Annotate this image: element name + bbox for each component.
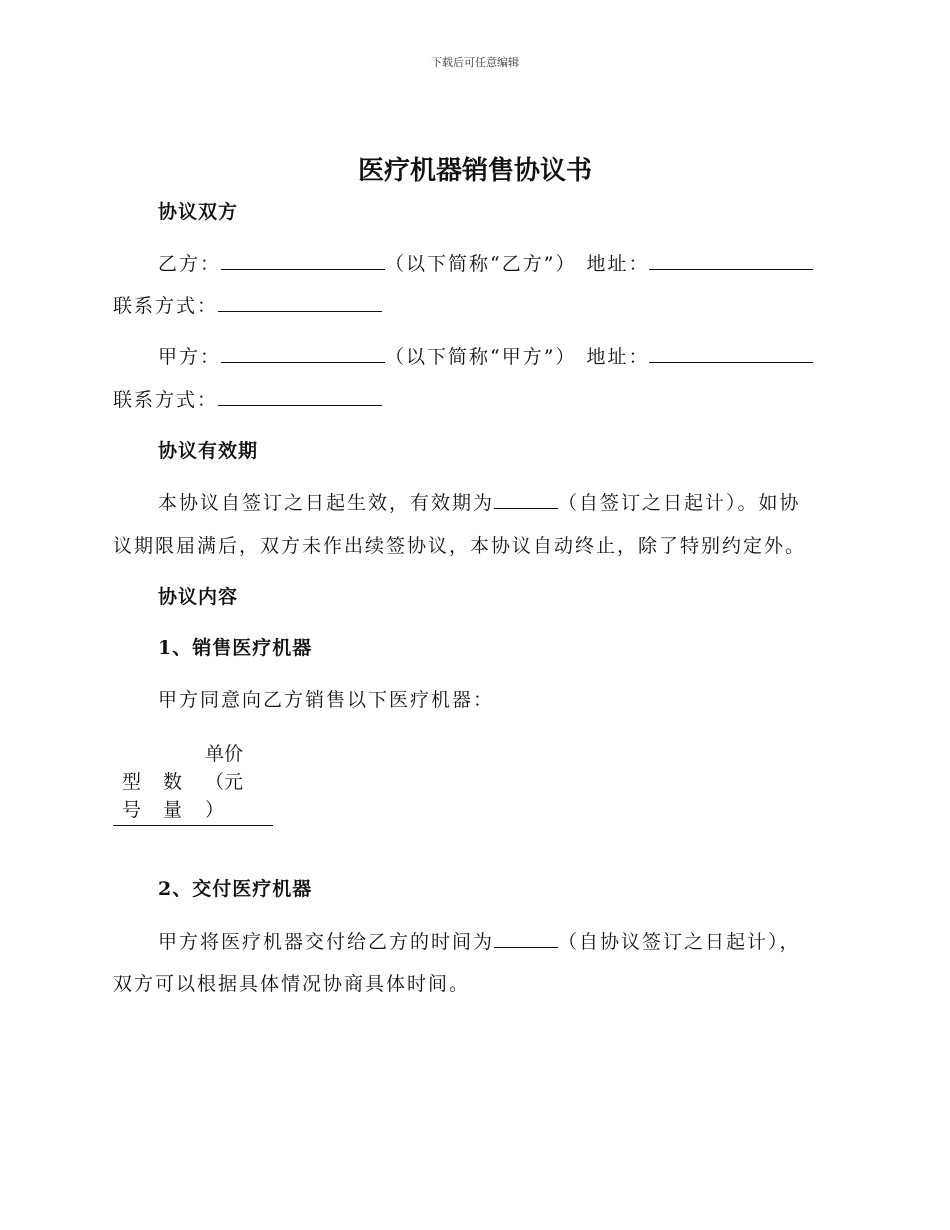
party-b-name-blank <box>221 251 385 270</box>
table-header-unit-price-line1: 单价 <box>205 743 244 765</box>
party-b-contact-line <box>113 293 382 318</box>
party-a-label: 甲方： <box>158 346 222 368</box>
party-b-line <box>158 251 813 276</box>
table-header-model-top: 型 <box>122 771 142 793</box>
party-a-contact-label: 联系方式： <box>113 389 219 411</box>
party-a-alias: （以下简称“甲方”） <box>385 346 577 368</box>
sub1-heading: 1、销售医疗机器 <box>158 637 313 659</box>
table-header-quantity-bottom: 量 <box>163 799 183 821</box>
term-line-2: 议期限届满后，双方未作出续签协议，本协议自动终止，除了特别约定外。 <box>113 535 807 557</box>
term-period-blank <box>494 490 558 509</box>
party-a-address-blank <box>649 344 813 363</box>
party-b-address-blank <box>649 251 813 270</box>
table-header-model-bottom: 号 <box>122 799 142 821</box>
party-a-name-blank <box>221 344 385 363</box>
party-b-contact-blank <box>218 293 382 312</box>
table-header-rule <box>113 825 273 826</box>
party-a-line <box>158 344 813 369</box>
header-note: 下载后可任意编辑 <box>431 56 519 69</box>
sub2-line-1 <box>158 929 801 954</box>
term-line-1 <box>158 490 801 515</box>
table-header-quantity-top: 数 <box>163 771 183 793</box>
party-b-address-label: 地址： <box>586 253 650 275</box>
sub2-text-a: 甲方将医疗机器交付给乙方的时间为 <box>158 931 495 953</box>
sub2-heading: 2、交付医疗机器 <box>158 878 313 900</box>
party-a-contact-line <box>113 387 382 412</box>
party-b-alias: （以下简称“乙方”） <box>385 253 577 275</box>
table-header-unit-price-line2: （元 <box>205 771 244 793</box>
party-b-label: 乙方： <box>158 253 222 275</box>
parties-heading: 协议双方 <box>158 201 239 223</box>
sub2-text-b: （自协议签订之日起计）， <box>558 931 801 953</box>
party-a-contact-blank <box>218 387 382 406</box>
sub1-text: 甲方同意向乙方销售以下医疗机器： <box>158 689 495 711</box>
table-header-unit-price-line3: ） <box>205 799 225 821</box>
sub2-line-2: 双方可以根据具体情况协商具体时间。 <box>113 973 471 995</box>
content-heading: 协议内容 <box>158 586 239 608</box>
delivery-time-blank <box>494 929 558 948</box>
term-text-b: （自签订之日起计）。如协 <box>558 492 801 514</box>
party-b-contact-label: 联系方式： <box>113 295 219 317</box>
term-text-a: 本协议自签订之日起生效，有效期为 <box>158 492 495 514</box>
party-a-address-label: 地址： <box>586 346 650 368</box>
document-title: 医疗机器销售协议书 <box>357 156 592 186</box>
term-heading: 协议有效期 <box>158 440 259 462</box>
